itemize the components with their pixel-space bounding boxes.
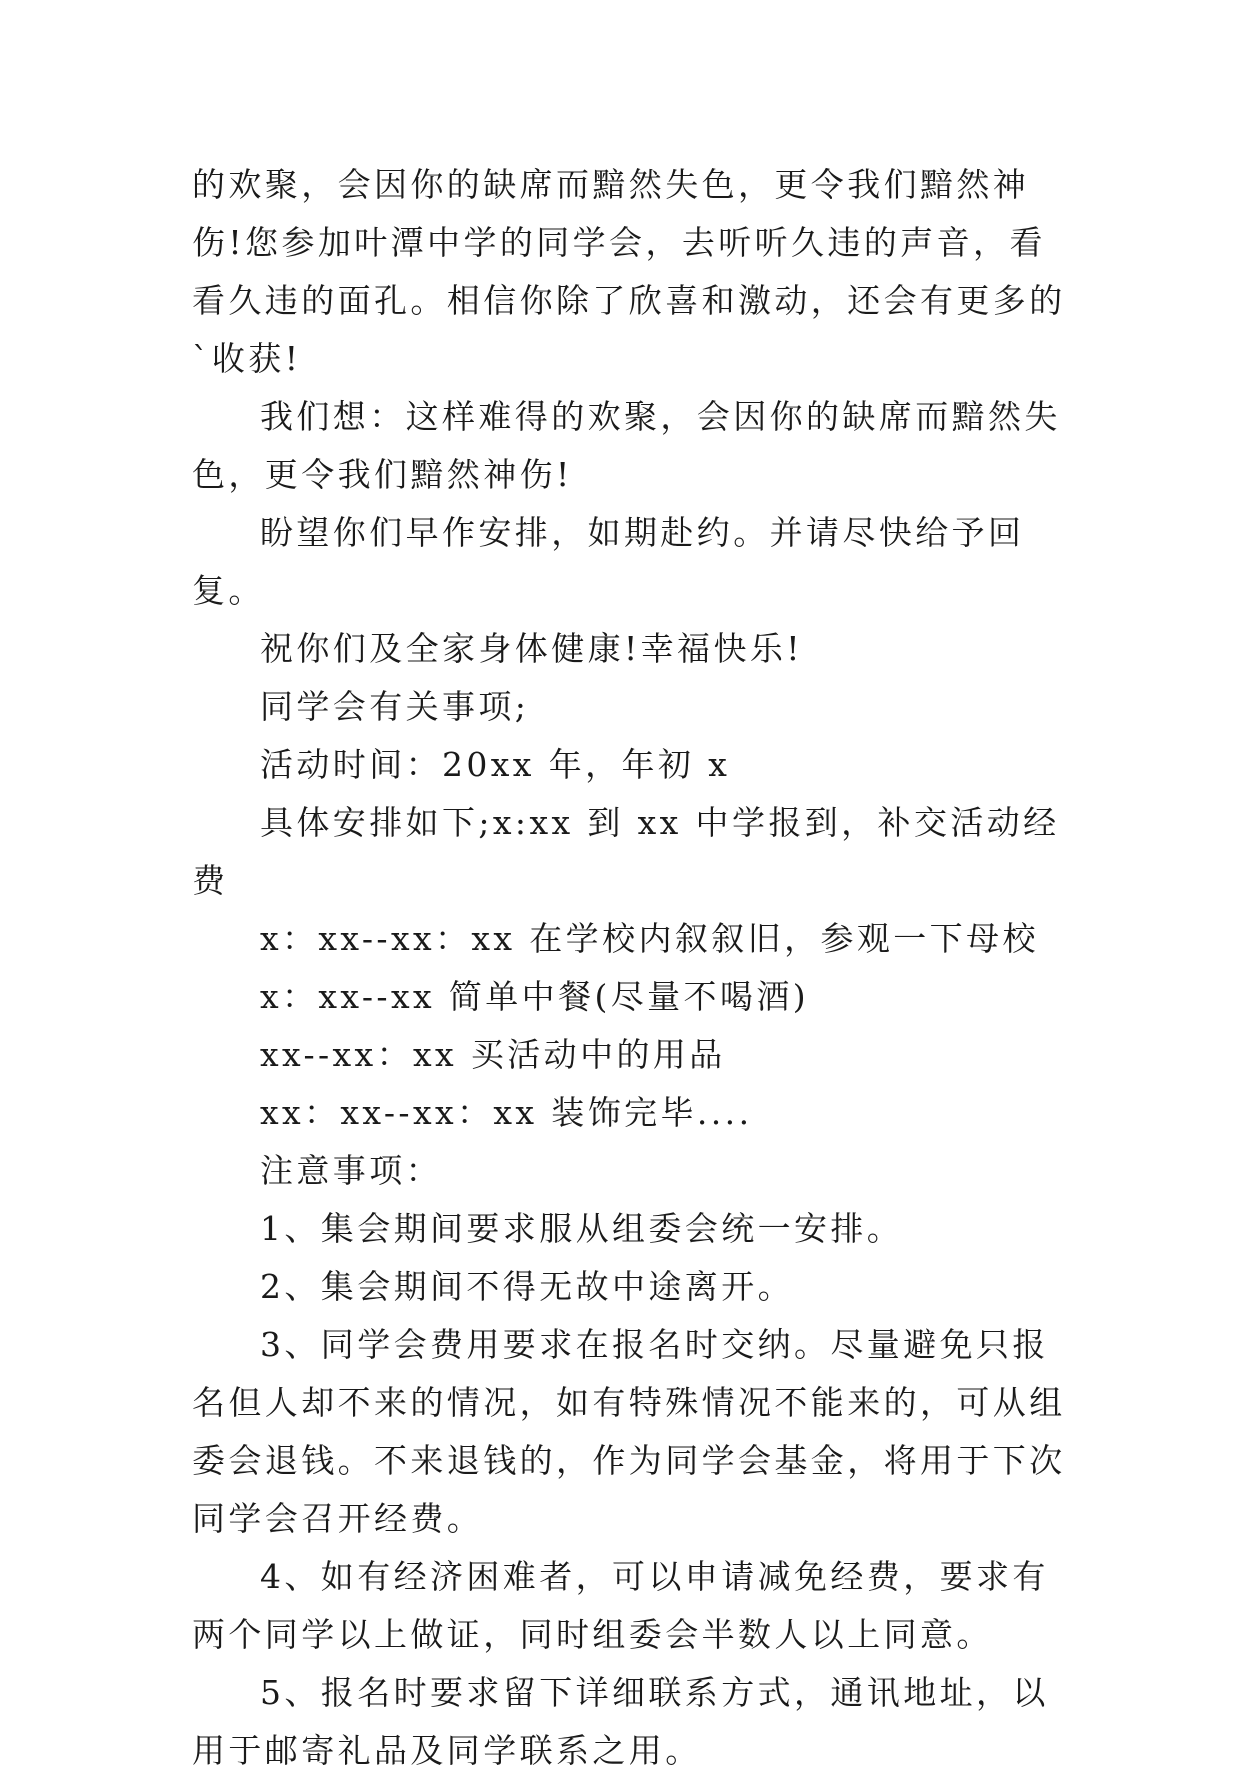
paragraph-schedule-registration: 具体安排如下;x:xx 到 xx 中学报到，补交活动经费 — [192, 803, 1060, 900]
paragraph-hope-reply: 盼望你们早作安排，如期赴约。并请尽快给予回复。 — [192, 513, 1025, 610]
paragraph-activity-time: 活动时间：20xx 年，年初 x — [260, 745, 731, 784]
paragraph-matters-heading: 同学会有关事项; — [260, 687, 530, 726]
paragraph-note-3: 3、同学会费用要求在报名时交纳。尽量避免只报名但人却不来的情况，如有特殊情况不能来的，可从组委会退钱。不来退钱的，作为同学会基金，将用于下次同学会召开经费。 — [192, 1325, 1066, 1538]
paragraph-schedule-decoration: xx：xx--xx：xx 装饰完毕.... — [260, 1093, 753, 1132]
paragraph-schedule-shopping: xx--xx：xx 买活动中的用品 — [260, 1035, 726, 1074]
paragraph-note-2: 2、集会期间不得无故中途离开。 — [260, 1267, 794, 1306]
paragraph-note-4: 4、如有经济困难者，可以申请减免经费，要求有两个同学以上做证，同时组委会半数人以上同意。 — [192, 1557, 1049, 1654]
paragraph-continuation: 的欢聚，会因你的缺席而黯然失色，更令我们黯然神伤!您参加叶潭中学的同学会，去听听久违的声音，看看久违的面孔。相信你除了欣喜和激动，还会有更多的`收获! — [192, 165, 1066, 378]
paragraph-schedule-lunch: x：xx--xx 简单中餐(尽量不喝酒) — [260, 977, 810, 1016]
document-body — [192, 156, 1072, 1780]
paragraph-note-5: 5、报名时要求留下详细联系方式，通讯地址，以用于邮寄礼品及同学联系之用。 — [192, 1673, 1049, 1770]
paragraph-schedule-reunion: x：xx--xx：xx 在学校内叙叙旧，参观一下母校 — [260, 919, 1039, 958]
paragraph-note-1: 1、集会期间要求服从组委会统一安排。 — [260, 1209, 904, 1248]
paragraph-notes-heading: 注意事项： — [260, 1151, 442, 1190]
paragraph-we-think: 我们想：这样难得的欢聚，会因你的缺席而黯然失色，更令我们黯然神伤! — [192, 397, 1061, 494]
paragraph-wishes: 祝你们及全家身体健康!幸福快乐! — [260, 629, 803, 668]
